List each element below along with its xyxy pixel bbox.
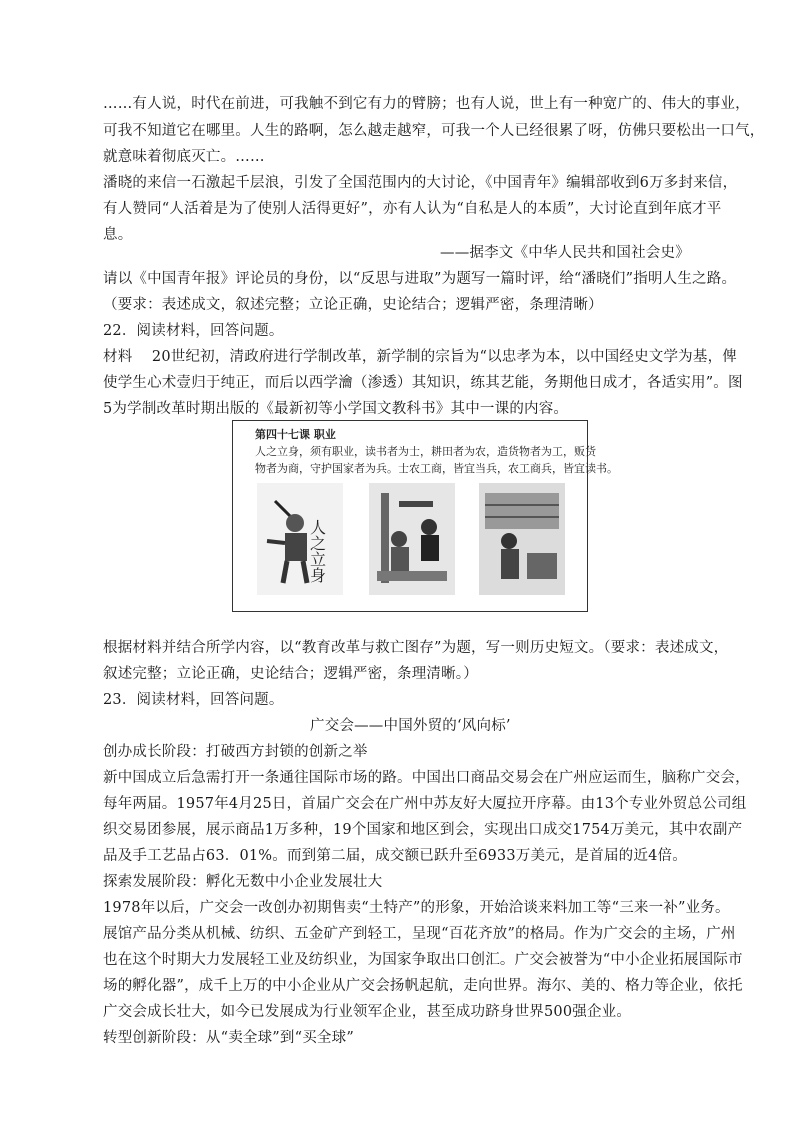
figure-illustration-soldier bbox=[257, 483, 343, 595]
q21-paragraph-line-2: 有人赞同“人活着是为了使别人活得更好”，亦有人认为“自私是人的本质”，大讨论直到年底才平 bbox=[103, 201, 722, 217]
q23-stage-1-line-3: 织交易团参展，展示商品1万多种，19个国家和地区到会，实现出口成交1754万美元，其中农副产 bbox=[103, 822, 743, 838]
q23-stage-1-heading: 创办成长阶段：打破西方封锁的创新之举 bbox=[103, 744, 368, 760]
q23-stage-1-line-4: 品及手工艺品占63．01%。而到第二届，成交额已跃升至6933万美元，是首届的近4倍。 bbox=[103, 848, 687, 864]
q21-source: ——据李文《中华人民共和国社会史》 bbox=[440, 245, 690, 261]
q23-stage-1-line-1: 新中国成立后急需打开一条通往国际市场的路。中国出口商品交易会在广州应运而生，脑称广交会， bbox=[103, 770, 750, 786]
q21-task-line-2: （要求：表述成文，叙述完整；立论正确，史论结合；逻辑严密，条理清晰） bbox=[103, 297, 603, 313]
q21-quote-line-2: 可我不知道它在哪里。人生的路啊，怎么越走越窄，可我一个人已经很累了呀，仿佛只要松出一口气， bbox=[103, 123, 765, 139]
q21-task-line-1: 请以《中国青年报》评论员的身份，以“反思与进取”为题写一篇时评，给“潘晓们”指明人生之路。 bbox=[103, 271, 737, 287]
q21-paragraph-line-1: 潘晓的来信一石激起千层浪，引发了全国范围内的大讨论，《中国青年》编辑部收到6万多封来信， bbox=[103, 175, 738, 191]
q21-quote-line-1: ……有人说，时代在前进，可我触不到它有力的臂膀；也有人说，世上有一种宽广的、伟大的事业， bbox=[103, 96, 750, 112]
q22-material-line-1: 材料 20世纪初，清政府进行学制改革，新学制的宗旨为“以忠孝为本，以中国经史文学为基，俾 bbox=[103, 349, 737, 365]
q23-stage-2-heading: 探索发展阶段：孵化无数中小企业发展壮大 bbox=[103, 874, 383, 890]
figure-inset-text: 人之立身 bbox=[307, 519, 327, 583]
q21-quote-line-3: 就意味着彻底灭亡。…… bbox=[103, 149, 265, 165]
q23-stage-2-line-1: 1978年以后，广交会一改创办初期售卖“土特产”的形象，开始洽谈来料加工等“三来一补”业务。 bbox=[103, 900, 730, 916]
q23-stage-2-line-4: 场的孵化器”，成千上万的中小企业从广交会扬帆起航，走向世界。海尔、美的、格力等企业，依托 bbox=[103, 978, 743, 994]
q23-stage-2-line-2: 展馆产品分类从机械、纺织、五金矿产到轻工，呈现“百花齐放”的格局。作为广交会的主场，广州 bbox=[103, 926, 736, 942]
q22-material-line-2: 使学生心术壹归于纯正，而后以西学瀹（渗透）其知识，练其艺能，务期他日成才，各适实用”。图 bbox=[103, 375, 743, 391]
figure-text-line-1: 人之立身，须有职业，读书者为士，耕田者为农，造货物者为工，贩货 bbox=[255, 445, 596, 458]
figure-lesson-title: 第四十七课 职业 bbox=[255, 428, 336, 441]
textbook-figure bbox=[232, 420, 618, 612]
q23-heading: 23．阅读材料，回答问题。 bbox=[103, 692, 284, 708]
q23-stage-2-line-5: 广交会成长壮大，如今已发展成为行业领军企业，甚至成功跻身世界500强企业。 bbox=[103, 1004, 632, 1020]
q22-heading: 22．阅读材料，回答问题。 bbox=[103, 323, 284, 339]
q23-stage-2-line-3: 也在这个时期大力发展轻工业及纺织业，为国家争取出口创汇。广交会被誉为“中小企业拓展国际市 bbox=[103, 952, 743, 968]
q23-stage-1-line-2: 每年两届。1957年4月25日，首届广交会在广州中苏友好大厦拉开序幕。由13个专业外贸总公司组 bbox=[103, 796, 747, 812]
q23-stage-3-heading: 转型创新阶段：从“卖全球”到“买全球” bbox=[103, 1030, 354, 1046]
figure-text-line-2: 物者为商，守护国家者为兵。士农工商，皆宜当兵，农工商兵，皆宜读书。 bbox=[255, 462, 618, 475]
q22-task-line-2: 叙述完整；立论正确，史论结合；逻辑严密，条理清晰。） bbox=[103, 666, 478, 682]
q23-title: 广交会——中国外贸的‘风向标’ bbox=[310, 718, 511, 734]
q22-material-line-3: 5为学制改革时期出版的《最新初等小学国文教科书》其中一课的内容。 bbox=[103, 401, 569, 417]
q22-task-line-1: 根据材料并结合所学内容，以“教育改革与救亡图存”为题，写一则历史短文。（要求：表述成文， bbox=[103, 640, 729, 656]
q21-paragraph-line-3: 息。 bbox=[103, 227, 133, 243]
figure-illustration-workers bbox=[369, 483, 455, 595]
figure-illustration-shop bbox=[479, 483, 565, 595]
